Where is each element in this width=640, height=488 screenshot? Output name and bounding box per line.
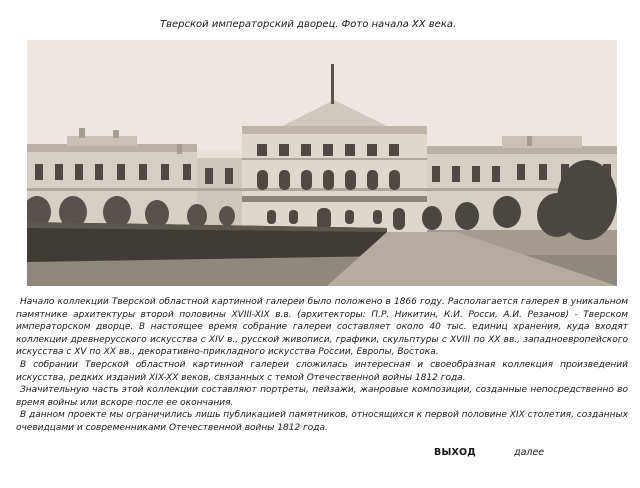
photo-caption: Тверской императорский дворец. Фото начала XX века. <box>160 19 457 30</box>
paragraph: Начало коллекции Тверской областной картинной галереи было положено в 1866 году. Располагается галерея в уникальном памятнике архитектуры второй половины XVIII-XIX в.в. (архитекторы: П.Р. Никитин, К.И. Росси, А.И. Резанов) - Тверском императорском дворце. В настоящее время собрание галереи составляет около 40 тыс. единиц хранения, куда входят коллекции древнерусского искусства с XIV в., русской живописи, графики, скульптуры с XVIII по XX вв., западноевропейского искусства с XV по XX вв., декоративно-прикладного искусства России, Европы, Востока. <box>16 297 628 358</box>
paragraph: Значительную часть этой коллекции составляют портреты, пейзажи, жанровые композиции, созданные непосредственно во время войны или вскоре после ее окончания. <box>16 385 628 408</box>
exit-link[interactable]: ВЫХОД <box>434 447 476 458</box>
next-link[interactable]: далее <box>514 447 545 458</box>
paragraph: В собрании Тверской областной картинной галереи сложилась интересная и своеобразная коллекция произведений искусства, редких изданий XIX-XX веков, связанных с темой Отечественной войны 1812 года. <box>16 359 628 383</box>
palace-photo <box>27 40 617 286</box>
paragraph: В данном проекте мы ограничились лишь публикацией памятников, относящихся к первой половине XIX столетия, созданных очевидцами и современниками Отечественной войны 1812 года. <box>16 410 628 433</box>
gallery-description <box>16 296 628 435</box>
